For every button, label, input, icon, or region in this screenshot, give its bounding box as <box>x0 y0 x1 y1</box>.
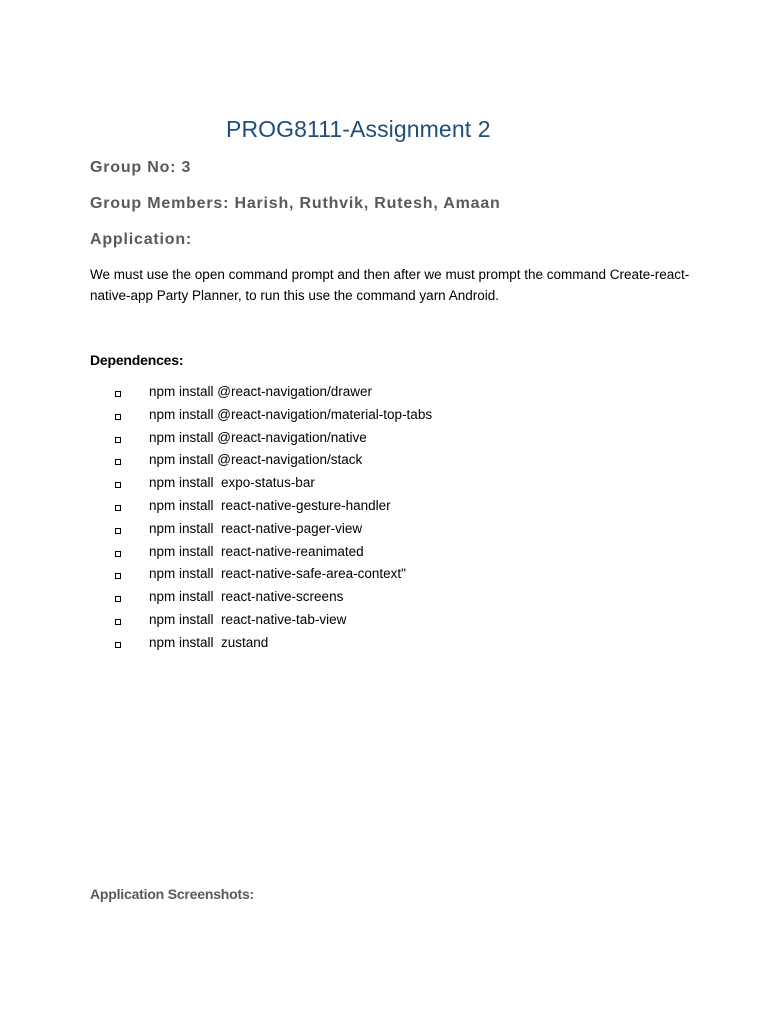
dependency-command: npm install @react-navigation/native <box>149 429 367 445</box>
list-item <box>90 520 690 543</box>
square-bullet-icon <box>115 619 121 625</box>
document-title: PROG8111-Assignment 2 <box>226 116 491 142</box>
application-heading: Application: <box>90 231 193 248</box>
dependency-command: npm install expo-status-bar <box>149 475 315 491</box>
list-item <box>90 611 690 634</box>
dependency-command: npm install react-native-gesture-handler <box>149 497 391 513</box>
application-paragraph: We must use the open command prompt and then after we must prompt the command Create-react-native-app Party Planner, to run this use the command yarn Android. <box>90 267 690 303</box>
list-item <box>90 497 690 520</box>
dependences-heading: Dependences: <box>90 352 184 368</box>
list-item <box>90 543 690 566</box>
square-bullet-icon <box>115 505 121 511</box>
square-bullet-icon <box>115 528 121 534</box>
dependency-command: npm install @react-navigation/stack <box>149 452 363 468</box>
screenshots-heading: Application Screenshots: <box>90 886 255 902</box>
square-bullet-icon <box>115 437 121 443</box>
list-item <box>90 565 690 588</box>
square-bullet-icon <box>115 642 121 648</box>
list-item <box>90 383 690 406</box>
group-number-heading: Group No: 3 <box>90 159 192 176</box>
list-item <box>90 429 690 452</box>
dependency-command: npm install react-native-pager-view <box>149 520 363 536</box>
square-bullet-icon <box>115 573 121 579</box>
dependency-command: npm install react-native-reanimated <box>149 543 364 559</box>
square-bullet-icon <box>115 551 121 557</box>
dependency-command: npm install react-native-tab-view <box>149 611 347 627</box>
dependency-command: npm install react-native-safe-area-context" <box>149 566 406 582</box>
list-item <box>90 406 690 429</box>
square-bullet-icon <box>115 459 121 465</box>
square-bullet-icon <box>115 482 121 488</box>
square-bullet-icon <box>115 391 121 397</box>
list-item <box>90 451 690 474</box>
dependences-list <box>90 383 690 657</box>
dependency-command: npm install react-native-screens <box>149 589 344 605</box>
dependency-command: npm install @react-navigation/material-top-tabs <box>149 406 433 422</box>
dependency-command: npm install zustand <box>149 634 269 650</box>
list-item <box>90 474 690 497</box>
list-item <box>90 588 690 611</box>
square-bullet-icon <box>115 596 121 602</box>
square-bullet-icon <box>115 414 121 420</box>
list-item <box>90 634 690 657</box>
group-members-heading: Group Members: Harish, Ruthvik, Rutesh, Amaan <box>90 195 501 212</box>
dependency-command: npm install @react-navigation/drawer <box>149 384 373 399</box>
